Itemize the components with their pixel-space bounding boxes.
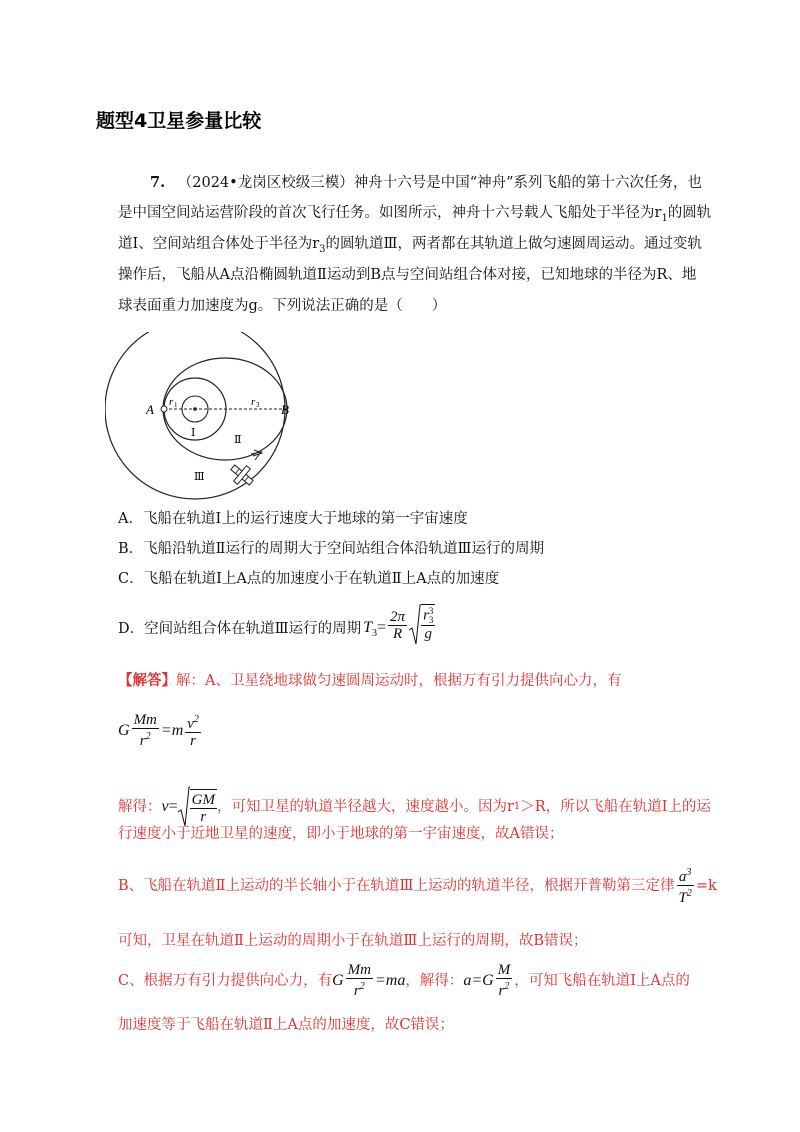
label-r1-sub: 1 — [174, 401, 178, 409]
answer-line-5: 可知，卫星在轨道Ⅱ上运动的周期小于在轨道Ⅲ上运行的周期，故B错误； — [118, 933, 588, 949]
period-t3 — [363, 618, 386, 644]
gm-over-r — [190, 789, 217, 825]
eq1-g: G — [118, 721, 130, 739]
equation-1 — [118, 712, 203, 749]
option-d — [118, 604, 435, 646]
label-r3-sub: 3 — [256, 401, 260, 409]
answer-line6-text-c: ，可知飞船在轨道Ⅰ上A点的 — [514, 972, 690, 989]
eq1-frac2 — [185, 712, 201, 749]
eq1-num: Mm — [133, 712, 157, 728]
answer-line-3: 行速度小于近地卫星的速度，即小于地球的第一宇宙速度，故A错误； — [118, 826, 564, 842]
label-orbit-ii: Ⅱ — [234, 434, 242, 446]
answer-line-4 — [118, 865, 717, 906]
eqc2-frac — [496, 962, 513, 999]
label-a: A — [146, 402, 154, 417]
r3-symbol: r — [312, 236, 320, 252]
question-line-5: 球表面重力加速度为g。下列说法正确的是（ ） — [118, 298, 447, 314]
eqc1-den: r — [353, 983, 360, 999]
velocity-formula — [162, 786, 217, 828]
orbit-diagram — [105, 332, 305, 502]
answer-line2-text-a: 解得： — [118, 799, 162, 815]
question-line2-text-a: 是中国空间站运营阶段的首次飞行任务。如图所示，神舟十六号载人飞船处于半径为 — [118, 205, 655, 221]
eqc1-mid: =ma — [374, 971, 406, 989]
eqc1-den-sup: 2 — [359, 981, 365, 992]
label-orbit-iii: Ⅲ — [194, 471, 205, 483]
frac-den: R — [392, 625, 403, 642]
radical-sign-icon — [409, 604, 421, 646]
answer-line2-sub: 1 — [513, 801, 521, 812]
rad-sup: 3 — [428, 606, 434, 616]
frac-num: 2π — [390, 608, 406, 625]
question-line-3 — [118, 234, 702, 260]
kepler-fraction — [677, 865, 694, 906]
question-line3-text-a: 道Ⅰ、空间站组合体处于半径为 — [118, 236, 313, 252]
answer-line-6 — [118, 962, 690, 999]
option-b: B．飞船沿轨道Ⅱ运行的周期大于空间站组合体沿轨道Ⅲ运行的周期 — [118, 541, 544, 557]
eqc1-num: Mm — [347, 962, 371, 978]
question-line2-text-b: 的圆轨 — [667, 205, 712, 221]
rad-sub: 3 — [428, 615, 434, 625]
question-line-1 — [150, 173, 702, 193]
two-pi-over-r — [388, 609, 407, 642]
outer-direction-arrow-icon — [251, 452, 261, 460]
label-b: B — [281, 402, 289, 417]
eq1-den: r — [139, 733, 146, 749]
kepler-t: T — [678, 890, 687, 906]
rad-r: r — [423, 607, 429, 624]
question-line1-text: 神舟十六号是中国“神舟”系列飞船的第十六次任务，也 — [353, 175, 703, 191]
eq1-frac1 — [132, 712, 159, 749]
v-equals: = — [168, 798, 178, 815]
question-line-4: 操作后，飞船从A点沿椭圆轨道Ⅱ运动到B点与空间站组合体对接，已知地球的半径为R、地 — [118, 267, 697, 283]
option-a: A．飞船在轨道Ⅰ上的运行速度大于地球的第一宇宙速度 — [118, 511, 468, 527]
option-c: C．飞船在轨道Ⅰ上A点的加速度小于在轨道Ⅱ上A点的加速度 — [118, 571, 500, 587]
kepler-t-sup: 2 — [686, 888, 692, 899]
section-heading: 题型4卫星参量比较 — [96, 110, 262, 132]
eq1-num2-sup: 2 — [193, 714, 199, 725]
gm-num: GM — [191, 792, 215, 808]
label-orbit-i: Ⅰ — [191, 427, 196, 439]
answer-line-7: 加速度等于飞船在轨道Ⅱ上A点的加速度，故C错误； — [118, 1017, 454, 1033]
sqrt-expression — [409, 604, 435, 646]
kepler-a: a — [678, 869, 687, 885]
eqc2-den-sup: 2 — [504, 981, 510, 992]
answer-line2-text-c: ＞R，所以飞船在轨道Ⅰ上的运 — [520, 799, 711, 815]
radical-sign-icon-2 — [178, 786, 190, 828]
gm-den: r — [200, 809, 207, 825]
answer-line4-text-a: B、飞船在轨道Ⅱ上运动的半长轴小于在轨道Ⅲ上运动的轨道半径，根据开普勒第三定律 — [118, 877, 675, 894]
sqrt-fraction — [421, 604, 435, 646]
eq1-num2: v — [187, 716, 194, 732]
eqc2-num: M — [497, 962, 511, 978]
eq-c1 — [332, 962, 405, 999]
equals-sign: = — [377, 618, 387, 636]
eqc1-frac — [346, 962, 373, 999]
eq1-den2: r — [190, 733, 196, 749]
option-d-text: D．空间站组合体在轨道Ⅲ运行的周期 — [118, 621, 362, 637]
label-r3: r — [251, 396, 256, 408]
t-symbol: T — [363, 618, 373, 636]
label-r1: r — [169, 396, 174, 408]
r1-symbol: r — [654, 205, 662, 221]
kepler-a-sup: 3 — [686, 867, 692, 878]
answer-tag: 【解答】 — [118, 672, 176, 689]
eq1-mid: =m — [160, 721, 184, 739]
r3-subscript: 3 — [319, 243, 326, 255]
v-symbol: v — [161, 798, 169, 815]
question-source: （2024•龙岗区校级三模） — [177, 175, 354, 191]
question-line-2 — [118, 203, 711, 229]
eqc1-g: G — [332, 971, 344, 989]
answer-line6-text-b: ，解得： — [405, 972, 464, 989]
rad-g: g — [424, 626, 432, 642]
answer-line-1 — [118, 671, 621, 691]
r1-subscript: 1 — [661, 212, 668, 224]
answer-line4-text-b: =k — [695, 877, 717, 894]
question-line3-text-b: 的圆轨道Ⅲ，两者都在其轨道上做匀速圆周运动。通过变轨 — [325, 236, 703, 252]
answer-line2-text-b: ，可知卫星的轨道半径越大，速度越小。因为r — [216, 799, 514, 815]
answer-line-2 — [118, 786, 711, 828]
question-number: 7. — [150, 174, 166, 191]
point-a-marker — [161, 406, 167, 412]
eq1-den-sup: 2 — [145, 731, 151, 742]
eqc2-a: a — [463, 971, 472, 989]
answer-line6-text-a: C、根据万有引力提供向心力，有 — [118, 972, 333, 989]
eqc2-den: r — [498, 983, 505, 999]
answer-line1-text: 解：A、卫星绕地球做匀速圆周运动时，根据万有引力提供向心力，有 — [176, 673, 622, 689]
eqc2-eqg: =G — [471, 971, 494, 989]
eq-c2 — [463, 962, 514, 999]
t-subscript: 3 — [372, 628, 378, 640]
